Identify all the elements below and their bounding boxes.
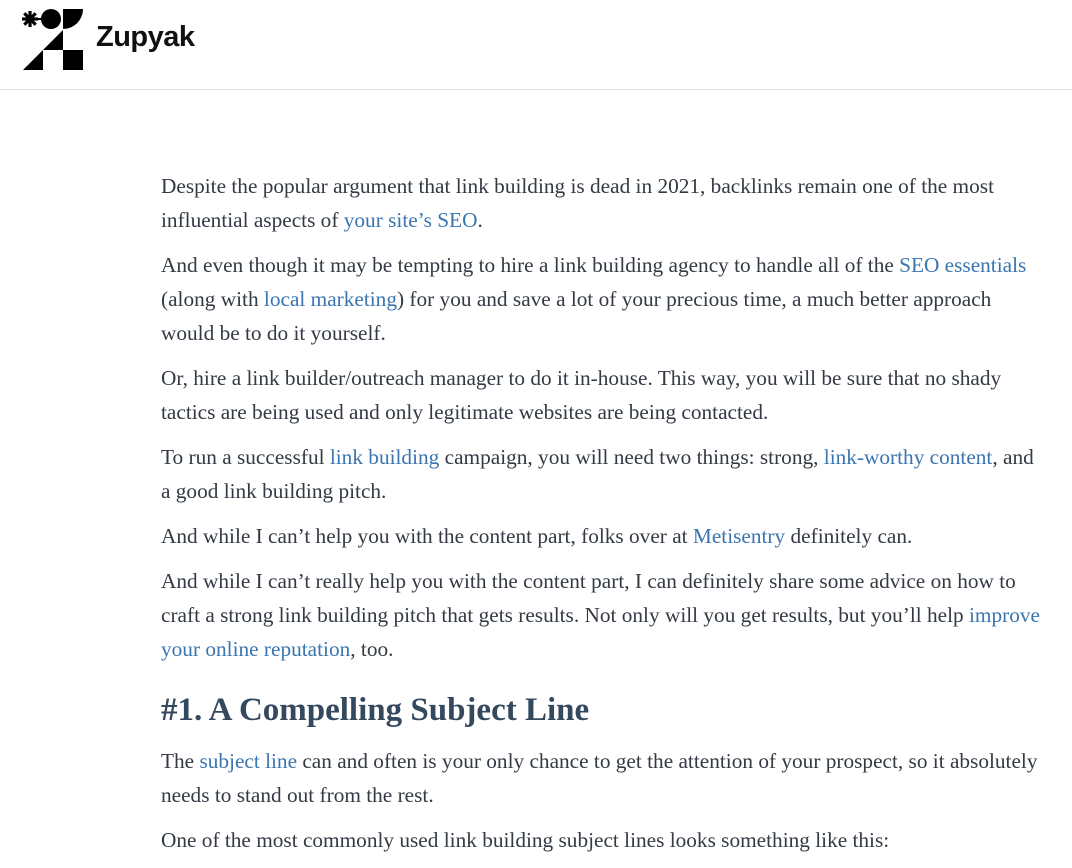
paragraph-agency xyxy=(161,248,1041,350)
zupyak-logo-icon xyxy=(21,8,85,72)
article-body xyxy=(161,169,1041,868)
text: definitely can. xyxy=(785,524,913,548)
text: And while I can’t really help you with the content part, I can definitely share some advice on how to craft a strong link building pitch that gets results. Not only will you get results, but you’ll help xyxy=(161,569,1016,627)
text: The xyxy=(161,749,200,773)
link-link-building[interactable]: link building xyxy=(329,445,440,469)
site-header xyxy=(0,0,1072,90)
text: can and often is your only chance to get the attention of your prospect, so it absolutely needs to stand out from the rest. xyxy=(161,749,1038,807)
paragraph-campaign xyxy=(161,440,1041,508)
paragraph-intro xyxy=(161,169,1041,237)
text: One of the most commonly used link building subject lines looks something like this: xyxy=(161,828,890,852)
text: (along with xyxy=(161,287,264,311)
text: ) for you and save a lot of your precious time, a much better approach would be to do it yourself. xyxy=(161,287,992,345)
link-local-marketing[interactable]: local marketing xyxy=(263,287,397,311)
paragraph-subject-line xyxy=(161,744,1041,812)
text: , too. xyxy=(350,637,394,661)
text: Or, hire a link builder/outreach manager to do it in-house. This way, you will be sure that no shady tactics are being used and only legitimate websites are being contacted. xyxy=(161,366,1002,424)
link-seo-essentials[interactable]: SEO essentials xyxy=(899,253,1027,277)
link-online-reputation[interactable]: improve your online reputation xyxy=(161,603,1040,661)
text: . xyxy=(477,208,483,232)
paragraph-common-subject xyxy=(161,823,1041,857)
paragraph-in-house xyxy=(161,361,1041,429)
link-subject-line[interactable]: subject line xyxy=(199,749,298,773)
paragraph-advice xyxy=(161,564,1041,666)
text: Despite the popular argument that link building is dead in 2021, backlinks remain one of the most influential aspects of xyxy=(161,174,994,232)
text: And while I can’t help you with the content part, folks over at xyxy=(161,524,693,548)
brand-name: Zupyak xyxy=(96,20,195,53)
link-your-sites-seo[interactable]: your site’s SEO xyxy=(343,208,478,232)
paragraph-metisentry xyxy=(161,519,1041,553)
text: campaign, you will need two things: strong, xyxy=(439,445,824,469)
section-heading: #1. A Compelling Subject Line xyxy=(161,692,590,728)
text: And even though it may be tempting to hire a link building agency to handle all of the xyxy=(161,253,900,277)
text: To run a successful xyxy=(161,445,330,469)
text: , and a good link building pitch. xyxy=(161,445,1034,503)
link-link-worthy-content[interactable]: link-worthy content xyxy=(823,445,993,469)
logo-link[interactable] xyxy=(21,8,195,72)
link-metisentry[interactable]: Metisentry xyxy=(692,524,786,548)
